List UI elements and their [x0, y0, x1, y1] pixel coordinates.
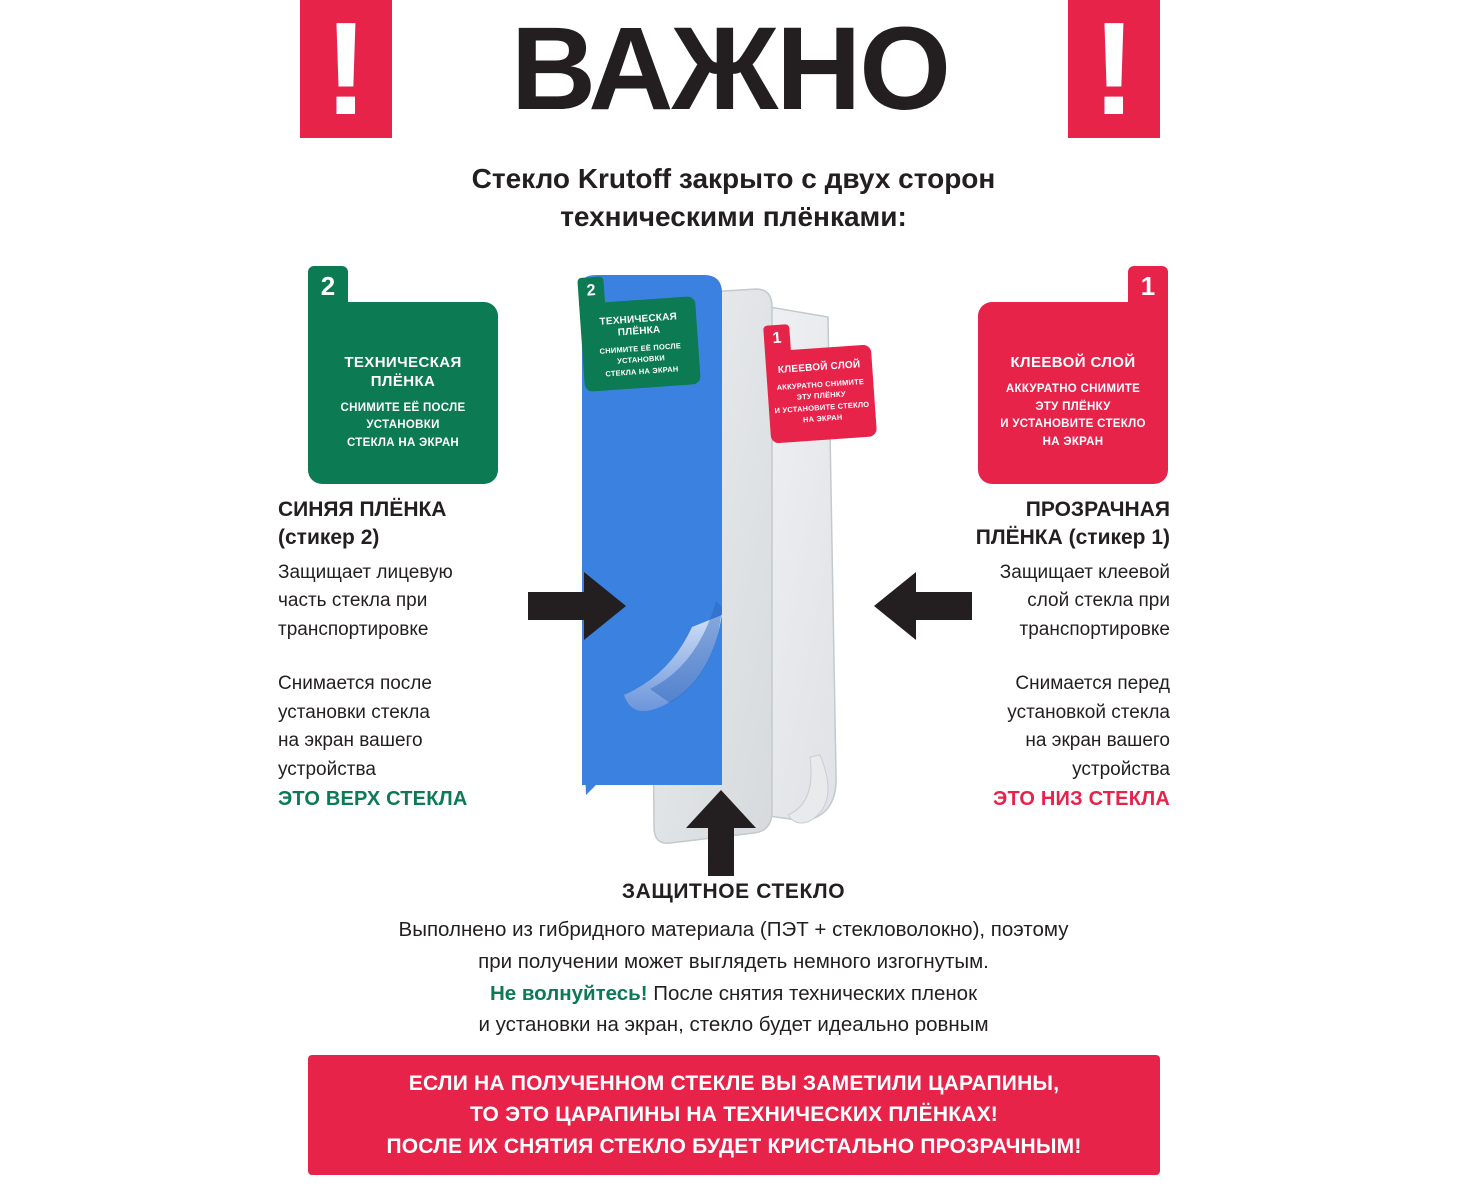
green-card-body — [308, 392, 498, 453]
red-film-card — [978, 271, 1168, 484]
red-card-body-line-4: НА ЭКРАН — [1042, 436, 1104, 449]
mini-green-body-line-2: УСТАНОВКИ — [616, 353, 666, 366]
blue-film-spacer — [278, 644, 508, 670]
mini-red-number: 1 — [763, 324, 791, 354]
mini-red-body-line-3: И УСТАНОВИТЕ СТЕКЛО — [774, 399, 870, 415]
green-card-title-line-2: ПЛЁНКА — [370, 372, 436, 390]
glass-description-line-1: Выполнено из гибридного материала (ПЭТ + стекловолокно), поэтому — [398, 918, 1069, 941]
arrow-right-icon — [528, 572, 626, 640]
blue-film-text-2-line-2: установки стекла — [278, 701, 430, 723]
mini-red-body-line-4: НА ЭКРАН — [802, 412, 843, 425]
footer-line-2: ТО ЭТО ЦАРАПИНЫ НА ТЕХНИЧЕСКИХ ПЛЁНКАХ! — [470, 1103, 998, 1127]
green-card-title — [308, 302, 498, 392]
transparent-film-heading-line-1: ПРОЗРАЧНАЯ — [1025, 498, 1170, 521]
blue-film-text-2-line-1: Снимается после — [278, 673, 432, 695]
red-card-number: 1 — [1128, 266, 1168, 306]
mini-red-body-line-2: ЭТУ ПЛЁНКУ — [796, 389, 846, 402]
footer-line-3: ПОСЛЕ ИХ СНЯТИЯ СТЕКЛО БУДЕТ КРИСТАЛЬНО ПРОЗРАЧНЫМ! — [386, 1134, 1082, 1158]
transparent-film-spacer — [940, 644, 1170, 670]
mini-red-title: КЛЕЕВОЙ СЛОЙ — [777, 359, 861, 376]
transparent-film-text-1-line-3: транспортировке — [1019, 618, 1170, 640]
mini-green-body-line-1: СНИМИТЕ ЕЁ ПОСЛЕ — [599, 341, 682, 356]
transparent-film-emphasis: ЭТО НИЗ СТЕКЛА — [993, 788, 1170, 811]
transparent-film-text-2-line-1: Снимается перед — [1015, 673, 1170, 695]
glass-description-line-4: и установки на экран, стекло будет идеально ровным — [478, 1013, 989, 1037]
red-card-body — [978, 373, 1168, 452]
blue-film-heading — [278, 496, 508, 553]
mini-green-number: 2 — [577, 276, 605, 306]
transparent-film-text-1 — [940, 559, 1170, 645]
page-title: ВАЖНО — [510, 3, 950, 135]
glass-description — [0, 880, 1467, 1041]
transparent-film-description — [940, 496, 1170, 814]
green-card-title-line-1: ТЕХНИЧЕСКАЯ — [344, 354, 462, 371]
blue-film-text-1-line-1: Защищает лицевую — [278, 561, 453, 583]
green-film-card — [308, 271, 498, 484]
mini-red-body-line-1: АККУРАТНО СНИМИТЕ — [776, 376, 865, 393]
blue-film-text-1-line-2: часть стекла при — [278, 590, 428, 612]
arrow-up-icon — [686, 790, 756, 876]
red-card-body-line-2: ЭТУ ПЛЁНКУ — [1035, 400, 1111, 413]
exclamation-right: ! — [1068, 0, 1160, 138]
transparent-film-text-1-line-1: Защищает клеевой — [999, 561, 1170, 583]
scratch-warning-banner — [308, 1055, 1160, 1175]
mini-green-title-line-1: ТЕХНИЧЕСКАЯ — [599, 311, 678, 328]
transparent-film-text-2-line-2: установкой стекла — [1007, 701, 1170, 723]
blue-film-text-2-line-4: устройства — [278, 758, 376, 780]
glass-description-title: ЗАЩИТНОЕ СТЕКЛО — [621, 880, 846, 903]
red-card-body-line-3: И УСТАНОВИТЕ СТЕКЛО — [1000, 418, 1146, 431]
blue-film-heading-line-1: СИНЯЯ ПЛЁНКА — [278, 498, 447, 521]
transparent-film-text-2-line-4: устройства — [1072, 758, 1170, 780]
blue-film-text-1-line-3: транспортировке — [278, 618, 429, 640]
red-card-body-line-1: АККУРАТНО СНИМИТЕ — [1005, 382, 1141, 395]
exclamation-left: ! — [300, 0, 392, 138]
glass-description-line-3-rest: После снятия технических пленок — [647, 981, 978, 1005]
green-card-body-line-2: УСТАНОВКИ — [366, 419, 440, 432]
red-card-title: КЛЕЕВОЙ СЛОЙ — [1010, 354, 1136, 371]
transparent-film-text-2 — [940, 670, 1170, 784]
blue-film-text-1 — [278, 559, 508, 645]
mini-green-body-line-3: СТЕКЛА НА ЭКРАН — [605, 363, 679, 378]
dont-worry-emphasis: Не волнуйтесь! — [489, 981, 648, 1005]
mini-green-body — [582, 334, 700, 381]
blue-film-emphasis: ЭТО ВЕРХ СТЕКЛА — [278, 788, 468, 811]
footer-line-1: ЕСЛИ НА ПОЛУЧЕННОМ СТЕКЛЕ ВЫ ЗАМЕТИЛИ ЦАРАПИНЫ, — [408, 1071, 1060, 1095]
transparent-film-text-2-line-3: на экран вашего — [1025, 730, 1170, 752]
mini-green-sticker — [579, 281, 701, 392]
green-card-body-line-3: СТЕКЛА НА ЭКРАН — [346, 437, 460, 450]
subtitle — [0, 160, 1467, 236]
transparent-film-heading — [940, 496, 1170, 553]
blue-film-text-2 — [278, 670, 508, 784]
header-banner — [300, 0, 1160, 142]
glass-description-line-3 — [0, 978, 1467, 1010]
subtitle-line-2: техническими плёнками: — [560, 200, 907, 232]
mini-green-title-line-2: ПЛЁНКА — [617, 324, 661, 339]
blue-film-text-2-line-3: на экран вашего — [278, 730, 423, 752]
transparent-film-text-1-line-2: слой стекла при — [1027, 590, 1170, 612]
green-card-number: 2 — [308, 266, 348, 306]
transparent-film-heading-line-2: ПЛЁНКА (стикер 1) — [975, 526, 1170, 550]
mini-red-sticker — [765, 329, 877, 443]
blue-film-description — [278, 496, 508, 814]
subtitle-line-1: Стекло Krutoff закрыто с двух сторон — [471, 163, 996, 194]
mini-red-body — [767, 370, 876, 427]
blue-film-heading-line-2: (стикер 2) — [278, 526, 380, 550]
glass-description-line-2: при получении может выглядеть немного изгогнутым. — [478, 949, 989, 973]
green-card-body-line-1: СНИМИТЕ ЕЁ ПОСЛЕ — [340, 401, 466, 414]
